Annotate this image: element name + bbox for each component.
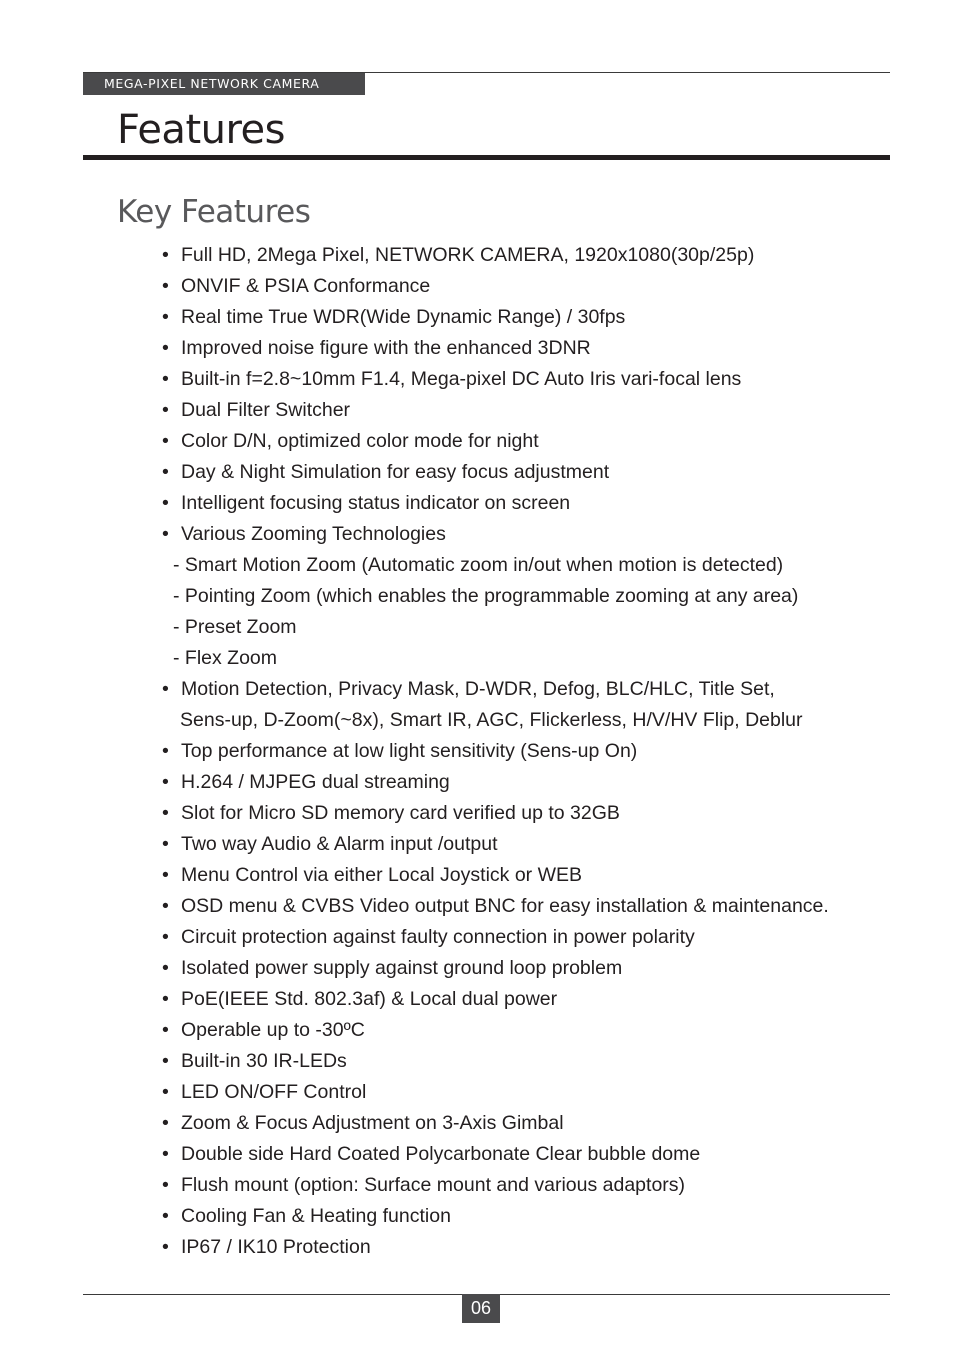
bullet-icon: • [162,461,169,483]
bullet-icon: • [162,1143,169,1165]
bullet-icon: • [162,988,169,1010]
feature-item [160,1201,880,1232]
bullet-icon: • [162,1174,169,1196]
feature-text: - Smart Motion Zoom (Automatic zoom in/out when motion is detected) [173,554,784,576]
bullet-icon: • [162,1081,169,1103]
feature-item [160,922,880,953]
bullet-icon: • [162,368,169,390]
feature-text: Various Zooming Technologies [181,523,446,545]
feature-text: ONVIF & PSIA Conformance [181,275,431,297]
feature-text: - Preset Zoom [173,616,297,638]
feature-text: Menu Control via either Local Joystick or WEB [181,864,582,886]
feature-text: Operable up to -30ºC [181,1019,365,1041]
feature-text: Day & Night Simulation for easy focus adjustment [181,461,610,483]
feature-item [160,1015,880,1046]
bullet-icon: • [162,275,169,297]
bullet-icon: • [162,337,169,359]
feature-item [160,302,880,333]
page-number: 06 [462,1294,500,1323]
feature-text: Sens-up, D-Zoom(~8x), Smart IR, AGC, Flickerless, H/V/HV Flip, Deblur [180,709,803,731]
feature-text: Cooling Fan & Heating function [181,1205,451,1227]
feature-text: IP67 / IK10 Protection [181,1236,371,1258]
feature-text: Circuit protection against faulty connection in power polarity [181,926,695,948]
bullet-icon: • [162,895,169,917]
bullet-icon: • [162,802,169,824]
feature-text: Color D/N, optimized color mode for night [181,430,539,452]
feature-text: Intelligent focusing status indicator on screen [181,492,571,514]
feature-item [160,395,880,426]
feature-subitem [160,643,880,674]
feature-text: Top performance at low light sensitivity (Sens-up On) [181,740,638,762]
feature-text: PoE(IEEE Std. 802.3af) & Local dual power [181,988,558,1010]
feature-item [160,519,880,550]
feature-item [160,1232,880,1263]
bullet-icon: • [162,740,169,762]
feature-text: Improved noise figure with the enhanced 3DNR [181,337,591,359]
feature-text: LED ON/OFF Control [181,1081,367,1103]
bullet-icon: • [162,864,169,886]
feature-item [160,736,880,767]
feature-item [160,426,880,457]
header-tab: MEGA-PIXEL NETWORK CAMERA [83,73,365,95]
feature-item [160,488,880,519]
feature-item [160,271,880,302]
feature-text: OSD menu & CVBS Video output BNC for easy installation & maintenance. [181,895,829,917]
feature-text: Built-in f=2.8~10mm F1.4, Mega-pixel DC Auto Iris vari-focal lens [181,368,742,390]
feature-text: H.264 / MJPEG dual streaming [181,771,450,793]
feature-list [160,240,880,1263]
bullet-icon: • [162,399,169,421]
feature-subitem [160,612,880,643]
bullet-icon: • [162,306,169,328]
bullet-icon: • [162,771,169,793]
bullet-icon: • [162,1019,169,1041]
feature-item [160,240,880,271]
bullet-icon: • [162,523,169,545]
feature-item [160,1170,880,1201]
feature-item-continuation [160,705,880,736]
feature-item [160,1046,880,1077]
bullet-icon: • [162,244,169,266]
feature-text: Flush mount (option: Surface mount and various adaptors) [181,1174,686,1196]
feature-item [160,674,880,705]
bullet-icon: • [162,1205,169,1227]
bullet-icon: • [162,1050,169,1072]
feature-text: Isolated power supply against ground loop problem [181,957,623,979]
bullet-icon: • [162,833,169,855]
feature-item [160,1139,880,1170]
feature-subitem [160,550,880,581]
bullet-icon: • [162,492,169,514]
feature-item [160,984,880,1015]
bullet-icon: • [162,430,169,452]
feature-text: Motion Detection, Privacy Mask, D-WDR, Defog, BLC/HLC, Title Set, [181,678,775,700]
feature-text: Zoom & Focus Adjustment on 3-Axis Gimbal [181,1112,564,1134]
feature-item [160,860,880,891]
bullet-icon: • [162,1112,169,1134]
feature-text: Dual Filter Switcher [181,399,351,421]
feature-item [160,457,880,488]
bullet-icon: • [162,1236,169,1258]
feature-item [160,333,880,364]
feature-text: Double side Hard Coated Polycarbonate Clear bubble dome [181,1143,701,1165]
feature-item [160,829,880,860]
feature-text: - Flex Zoom [173,647,278,669]
feature-subitem [160,581,880,612]
page-title: Features [117,107,285,153]
section-heading: Key Features [117,194,311,230]
feature-item [160,798,880,829]
feature-item [160,1077,880,1108]
feature-text: Slot for Micro SD memory card verified up to 32GB [181,802,620,824]
feature-text: - Pointing Zoom (which enables the programmable zooming at any area) [173,585,799,607]
feature-text: Full HD, 2Mega Pixel, NETWORK CAMERA, 1920x1080(30p/25p) [181,244,755,266]
title-rule [83,155,890,160]
feature-item [160,1108,880,1139]
feature-text: Built-in 30 IR-LEDs [181,1050,347,1072]
bullet-icon: • [162,926,169,948]
feature-text: Two way Audio & Alarm input /output [181,833,498,855]
feature-item [160,953,880,984]
bullet-icon: • [162,957,169,979]
bullet-icon: • [162,678,169,700]
feature-item [160,364,880,395]
feature-item [160,767,880,798]
feature-item [160,891,880,922]
feature-text: Real time True WDR(Wide Dynamic Range) / 30fps [181,306,626,328]
